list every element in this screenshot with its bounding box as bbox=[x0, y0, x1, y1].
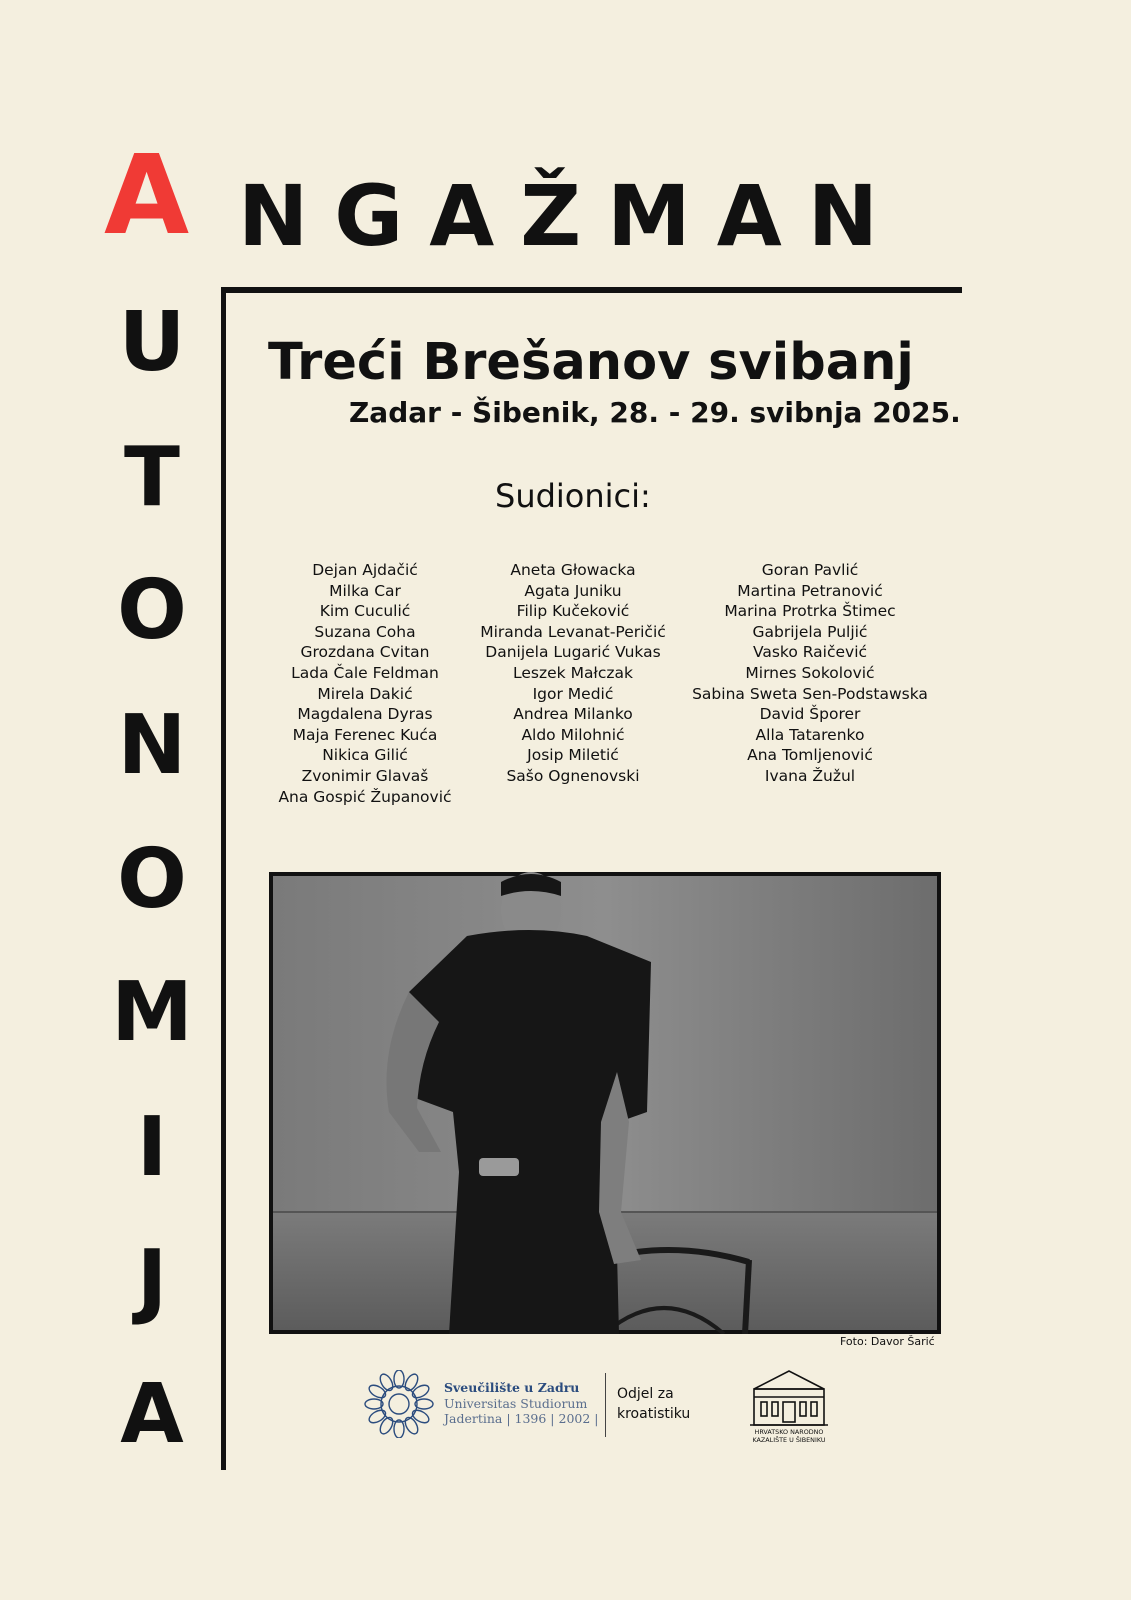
participant-name: Goran Pavlić bbox=[761, 561, 859, 579]
vertical-letter: A bbox=[120, 1367, 184, 1462]
participants-column-3 bbox=[690, 560, 930, 787]
department-name bbox=[617, 1384, 690, 1424]
participant-name: Leszek Małczak bbox=[513, 663, 633, 682]
participant-name: Lada Čale Feldman bbox=[291, 663, 439, 682]
frame-top-line bbox=[222, 287, 962, 293]
participant-name: Sabina Sweta Sen-Podstawska bbox=[692, 684, 928, 703]
vertical-letter: U bbox=[118, 295, 186, 390]
university-name-line1: Sveučilište u Zadru bbox=[444, 1380, 580, 1395]
event-title: Treći Brešanov svibanj bbox=[268, 333, 914, 392]
participant-name: Nikica Gilić bbox=[322, 746, 408, 765]
participant-name: Marina Protrka Štimec bbox=[724, 602, 896, 621]
participant-name: Josip Miletić bbox=[527, 746, 619, 765]
participant-name: Sašo Ognenovski bbox=[506, 766, 640, 785]
portrait-photo-drawing bbox=[269, 872, 941, 1334]
university-name-line2: Universitas Studiorum bbox=[444, 1395, 588, 1411]
vertical-letter: J bbox=[136, 1233, 168, 1328]
participants-column-2 bbox=[476, 560, 670, 787]
title-first-letter: A bbox=[104, 131, 190, 259]
university-rosette-icon bbox=[359, 1370, 439, 1438]
participant-name: Filip Kučeković bbox=[516, 602, 630, 621]
vertical-letter: N bbox=[117, 698, 187, 793]
participant-name: Igor Medić bbox=[532, 684, 614, 703]
participants-column-1 bbox=[273, 560, 457, 807]
participant-name: Danijela Lugarić Vukas bbox=[485, 643, 661, 662]
participant-name: Mirnes Sokolović bbox=[745, 663, 875, 682]
participant-name: Ana Gospić Županović bbox=[278, 787, 452, 806]
photo-credit: Foto: Davor Šarić bbox=[840, 1335, 935, 1348]
participant-name: Ana Tomljenović bbox=[747, 746, 873, 765]
logo-divider bbox=[605, 1373, 606, 1437]
participant-name: Suzana Coha bbox=[314, 622, 416, 641]
participant-name: Mirela Dakić bbox=[317, 684, 413, 703]
department-name-line2: kroatistiku bbox=[617, 1406, 691, 1422]
participant-name: David Šporer bbox=[759, 705, 861, 724]
portrait-photo bbox=[269, 872, 941, 1334]
participant-name: Aneta Głowacka bbox=[510, 561, 636, 579]
participant-name: Zvonimir Glavaš bbox=[301, 766, 429, 785]
participant-name: Maja Ferenec Kuća bbox=[292, 725, 438, 744]
university-name bbox=[444, 1380, 599, 1427]
participant-name: Ivana Žužul bbox=[764, 766, 856, 785]
vertical-letter: O bbox=[117, 832, 187, 927]
participant-name: Vasko Raičević bbox=[752, 643, 868, 662]
title-rest: NGAŽMAN bbox=[238, 167, 905, 265]
theatre-name-line1: HRVATSKO NARODNO bbox=[754, 1428, 824, 1436]
theatre-name-line2: KAZALIŠTE U ŠIBENIKU bbox=[752, 1436, 826, 1444]
participant-name: Grozdana Cvitan bbox=[300, 643, 430, 662]
participant-name: Kim Cuculić bbox=[319, 602, 411, 621]
frame-left-line bbox=[221, 287, 226, 1470]
theatre-building-icon bbox=[746, 1367, 832, 1445]
vertical-letter: T bbox=[124, 430, 180, 525]
participant-name: Andrea Milanko bbox=[513, 705, 633, 724]
participants-heading: Sudionici: bbox=[495, 477, 651, 515]
event-subtitle: Zadar - Šibenik, 28. - 29. svibnja 2025. bbox=[349, 396, 961, 429]
vertical-letter: I bbox=[136, 1100, 168, 1195]
university-name-line3: Jadertina | 1396 | 2002 | bbox=[444, 1411, 599, 1426]
participant-name: Milka Car bbox=[329, 581, 401, 600]
participant-name: Miranda Levanat-Peričić bbox=[480, 622, 666, 641]
vertical-letter: O bbox=[117, 563, 187, 658]
department-name-line1: Odjel za bbox=[617, 1386, 674, 1402]
participant-name: Magdalena Dyras bbox=[297, 705, 433, 724]
participant-name: Dejan Ajdačić bbox=[312, 561, 418, 579]
participant-name: Agata Juniku bbox=[524, 581, 622, 600]
participant-name: Martina Petranović bbox=[737, 581, 883, 600]
participant-name: Gabrijela Puljić bbox=[752, 622, 868, 641]
vertical-letter: M bbox=[111, 965, 193, 1060]
participant-name: Alla Tatarenko bbox=[755, 725, 865, 744]
participant-name: Aldo Milohnić bbox=[521, 725, 625, 744]
